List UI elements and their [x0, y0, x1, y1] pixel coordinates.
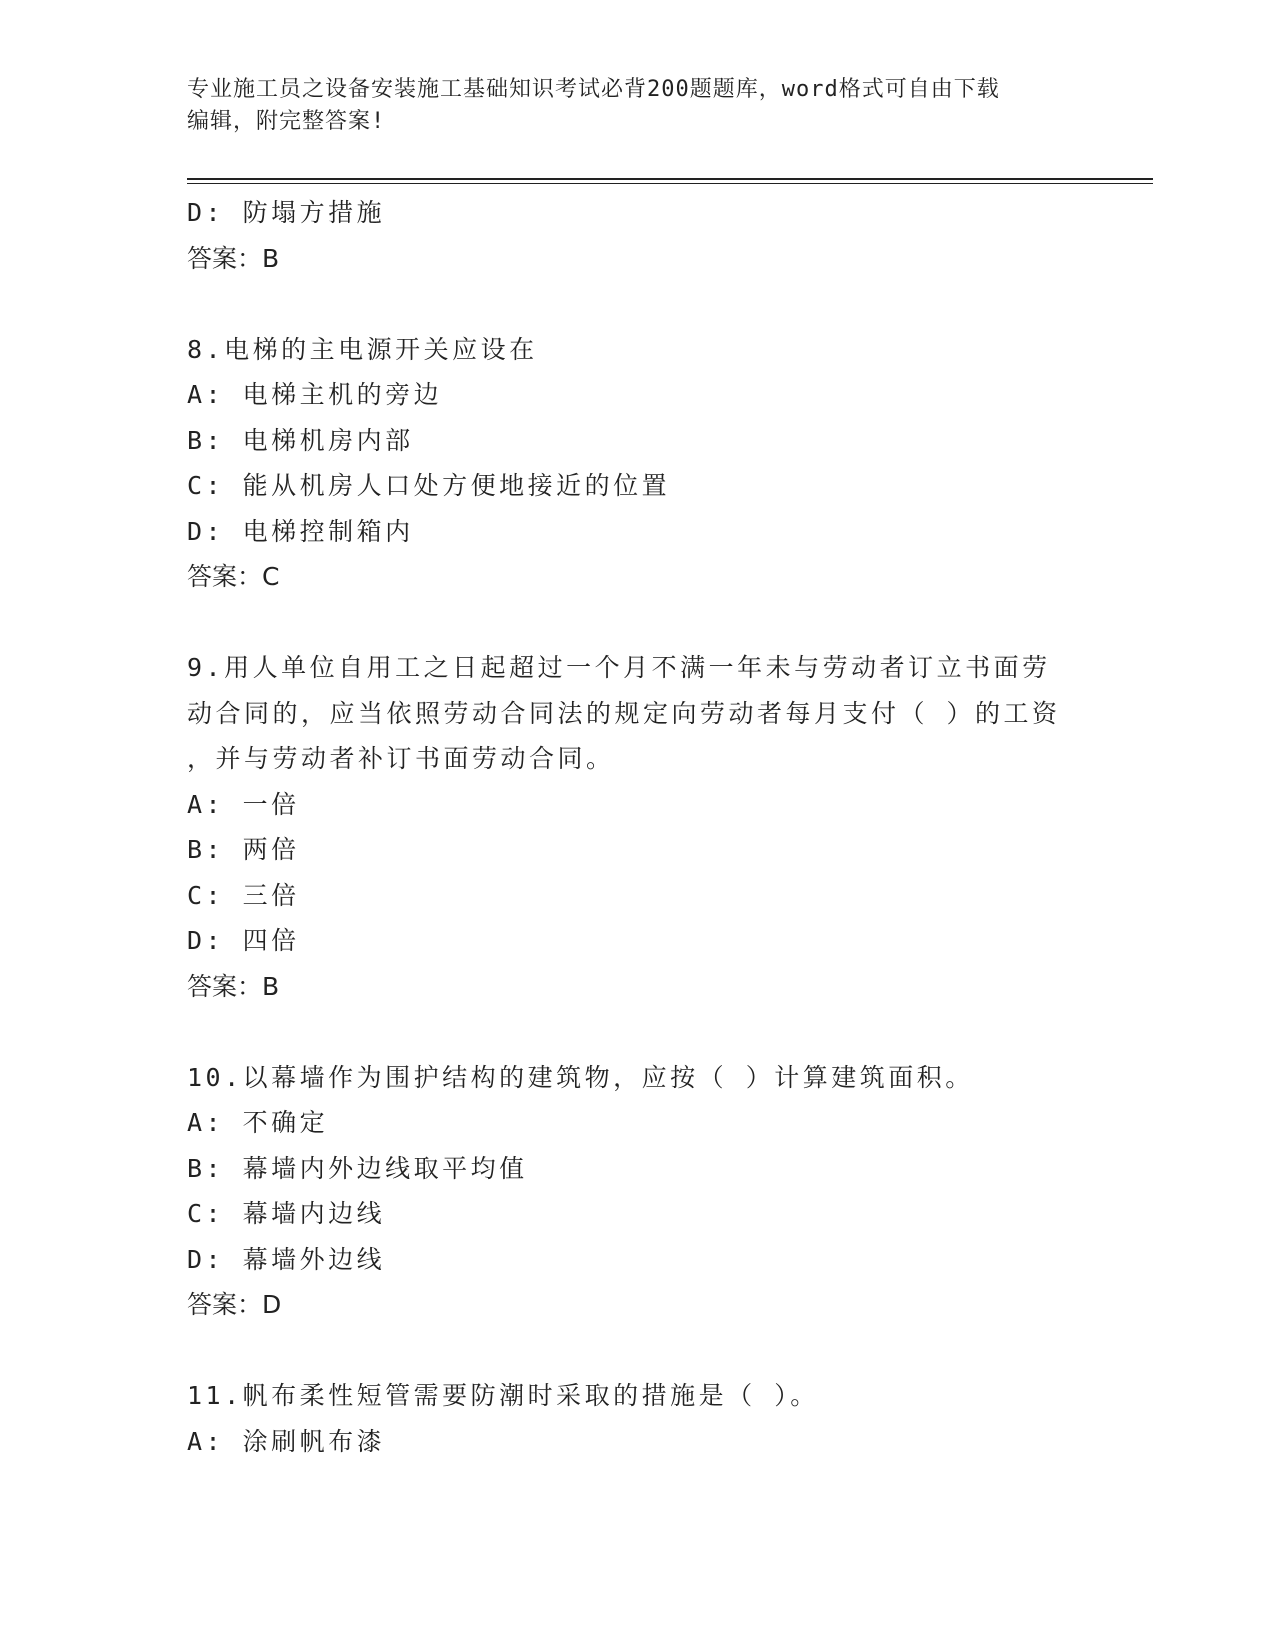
option-d: D: 四倍	[187, 926, 300, 955]
question-stem: 10.以幕墙作为围护结构的建筑物，应按（ ）计算建筑面积。	[187, 1062, 974, 1092]
option-a: A: 一倍	[187, 789, 300, 819]
option-c: C: 能从机房人口处方便地接近的位置	[187, 471, 671, 500]
option-c: C: 三倍	[187, 880, 300, 910]
option-d: D: 防塌方措施	[187, 198, 386, 227]
question-11	[187, 1373, 1087, 1464]
question-stem-line-3: ，并与劳动者补订书面劳动合同。	[187, 744, 615, 773]
question-stem-line-2: 动合同的，应当依照劳动合同法的规定向劳动者每月支付（ ）的工资	[187, 698, 1061, 728]
answer: 答案：C	[187, 562, 280, 591]
option-b: B: 两倍	[187, 835, 300, 864]
option-a: A: 电梯主机的旁边	[187, 380, 443, 409]
option-b: B: 电梯机房内部	[187, 425, 414, 455]
question-stem: 8.电梯的主电源开关应设在	[187, 334, 538, 364]
question-9	[187, 645, 1087, 1009]
question-10	[187, 1055, 1087, 1328]
option-d: D: 幕墙外边线	[187, 1244, 386, 1274]
document-header	[187, 74, 1087, 138]
header-line-2: 编辑，附完整答案!	[187, 109, 386, 134]
option-b: B: 幕墙内外边线取平均值	[187, 1153, 528, 1183]
question-8	[187, 327, 1087, 600]
question-7	[187, 190, 1087, 281]
answer: 答案：D	[187, 1290, 282, 1319]
answer: 答案：B	[187, 243, 280, 273]
option-c: C: 幕墙内边线	[187, 1199, 386, 1228]
header-line-1: 专业施工员之设备安装施工基础知识考试必背200题题库，word格式可自由下载	[187, 77, 1000, 102]
question-list	[187, 190, 1087, 1464]
header-divider-thin	[187, 183, 1153, 184]
option-a: A: 不确定	[187, 1108, 329, 1137]
answer: 答案：B	[187, 971, 280, 1001]
header-divider-thick	[187, 178, 1153, 180]
option-a: A: 涂刷帆布漆	[187, 1426, 386, 1456]
question-stem-line-1: 9.用人单位自用工之日起超过一个月不满一年未与劳动者订立书面劳	[187, 653, 1051, 682]
question-stem: 11.帆布柔性短管需要防潮时采取的措施是（ ）。	[187, 1381, 819, 1410]
option-d: D: 电梯控制箱内	[187, 516, 414, 546]
